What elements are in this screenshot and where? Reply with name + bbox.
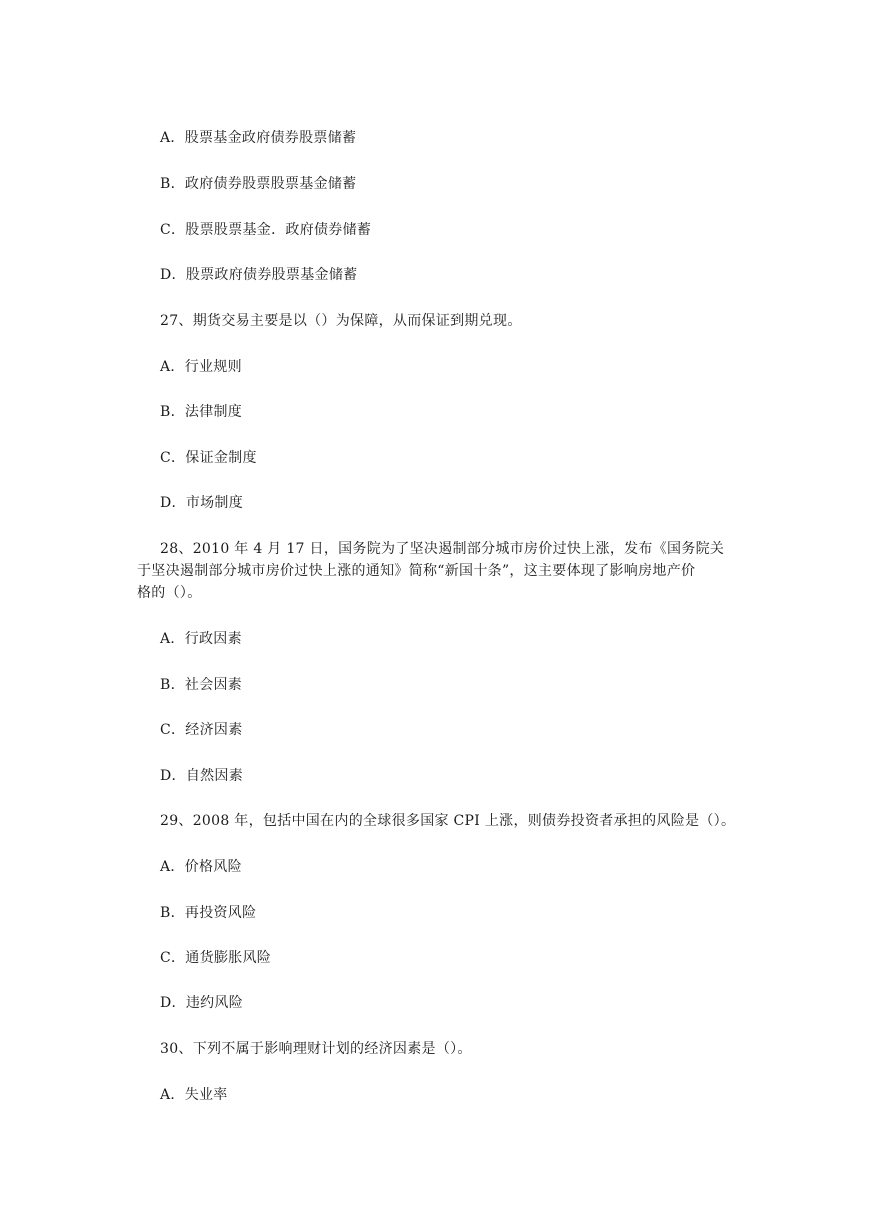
option-d: D．自然因素 [160, 768, 244, 784]
option-b: B．法律制度 [160, 404, 243, 420]
option-b: B．再投资风险 [160, 905, 257, 921]
option-c: C．经济因素 [160, 722, 243, 738]
option-d: D．违约风险 [160, 995, 244, 1011]
option-d: D．市场制度 [160, 495, 244, 511]
question-28-line-2: 于坚决遏制部分城市房价过快上涨的通知》简称“新国十条”，这主要体现了影响房地产价 [137, 563, 696, 579]
question-27: 27、期货交易主要是以（）为保障，从而保证到期兑现。 [160, 313, 522, 329]
option-a: A．行政因素 [160, 631, 242, 647]
option-c: C．股票股票基金．政府债券储蓄 [160, 222, 372, 238]
question-30: 30、下列不属于影响理财计划的经济因素是（）。 [160, 1041, 472, 1057]
option-a: A．价格风险 [160, 859, 242, 875]
question-28 [137, 538, 737, 604]
question-28-line-3: 格的（）。 [137, 585, 202, 601]
option-a: A．行业规则 [160, 359, 242, 375]
question-29: 29、2008 年，包括中国在内的全球很多国家 CPI 上涨，则债券投资者承担的风险是（）。 [160, 813, 736, 829]
option-b: B．政府债券股票股票基金储蓄 [160, 176, 357, 192]
option-a: A．股票基金政府债券股票储蓄 [160, 130, 357, 146]
option-b: B．社会因素 [160, 677, 243, 693]
option-a: A．失业率 [160, 1087, 228, 1103]
option-c: C．通货膨胀风险 [160, 950, 272, 966]
question-28-line-1: 28、2010 年 4 月 17 日，国务院为了坚决遏制部分城市房价过快上涨，发布《国务院关 [160, 541, 725, 557]
option-d: D．股票政府债券股票基金储蓄 [160, 267, 358, 283]
option-c: C．保证金制度 [160, 450, 257, 466]
